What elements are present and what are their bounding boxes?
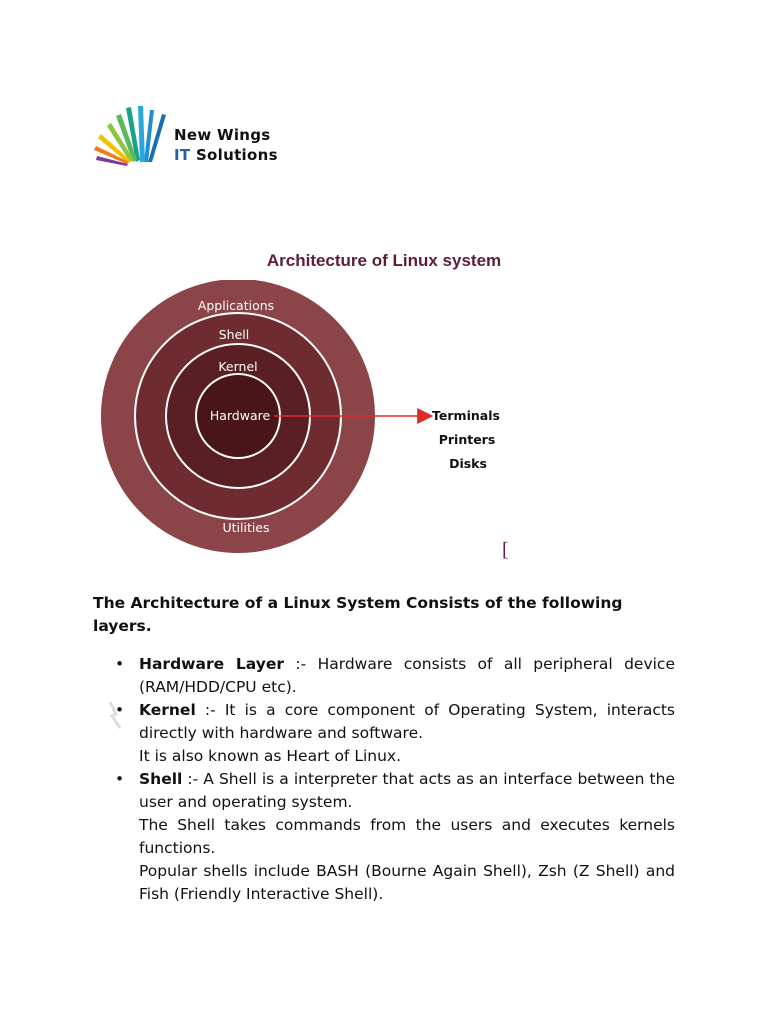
kernel-extra-line: It is also known as Heart of Linux. (139, 747, 402, 765)
diagram-title: Architecture of Linux system (266, 251, 502, 270)
applications-label: Applications (197, 298, 275, 313)
article-body (93, 592, 675, 906)
logo-name-line2 (174, 147, 278, 164)
list-item-hardware (93, 653, 675, 699)
list-item-shell (93, 768, 675, 906)
desc-hardware: :- Hardware consists of all peripheral device (RAM/HDD/CPU etc). (139, 655, 675, 696)
stray-bracket: [ (502, 539, 509, 561)
term-kernel: Kernel (139, 701, 196, 719)
logo-solutions-text: Solutions (195, 146, 278, 164)
hardware-label: Hardware (209, 408, 271, 423)
section-heading: The Architecture of a Linux System Consists of the following layers. (93, 594, 623, 635)
logo-it-text: IT (174, 146, 191, 164)
linux-architecture-diagram (0, 280, 768, 570)
list-item-kernel (93, 699, 675, 768)
shell-label: Shell (218, 327, 250, 342)
term-shell: Shell (139, 770, 183, 788)
logo-name-line1: New Wings (174, 126, 271, 144)
company-logo (90, 100, 290, 170)
shell-extra-line-2: Popular shells include BASH (Bourne Again Shell), Zsh (Z Shell) and Fish (Friendly Interactive Shell). (139, 862, 675, 903)
term-hardware: Hardware Layer (139, 655, 285, 673)
bullet-icon: • (115, 701, 125, 719)
utilities-label: Utilities (222, 520, 270, 535)
layers-list (93, 653, 675, 906)
wings-logo-icon (90, 100, 174, 170)
kernel-label: Kernel (218, 359, 258, 374)
desc-shell: :- A Shell is a interpreter that acts as an interface between the user and operating system. (139, 770, 675, 811)
bullet-icon: • (115, 770, 125, 788)
bullet-icon: • (115, 655, 125, 673)
shell-extra-line-1: The Shell takes commands from the users and executes kernels functions. (139, 816, 675, 857)
output-printers: Printers (438, 432, 496, 447)
desc-kernel: :- It is a core component of Operating System, interacts directly with hardware and software. (139, 701, 675, 742)
output-disks: Disks (449, 456, 487, 471)
output-terminals: Terminals (432, 408, 500, 423)
